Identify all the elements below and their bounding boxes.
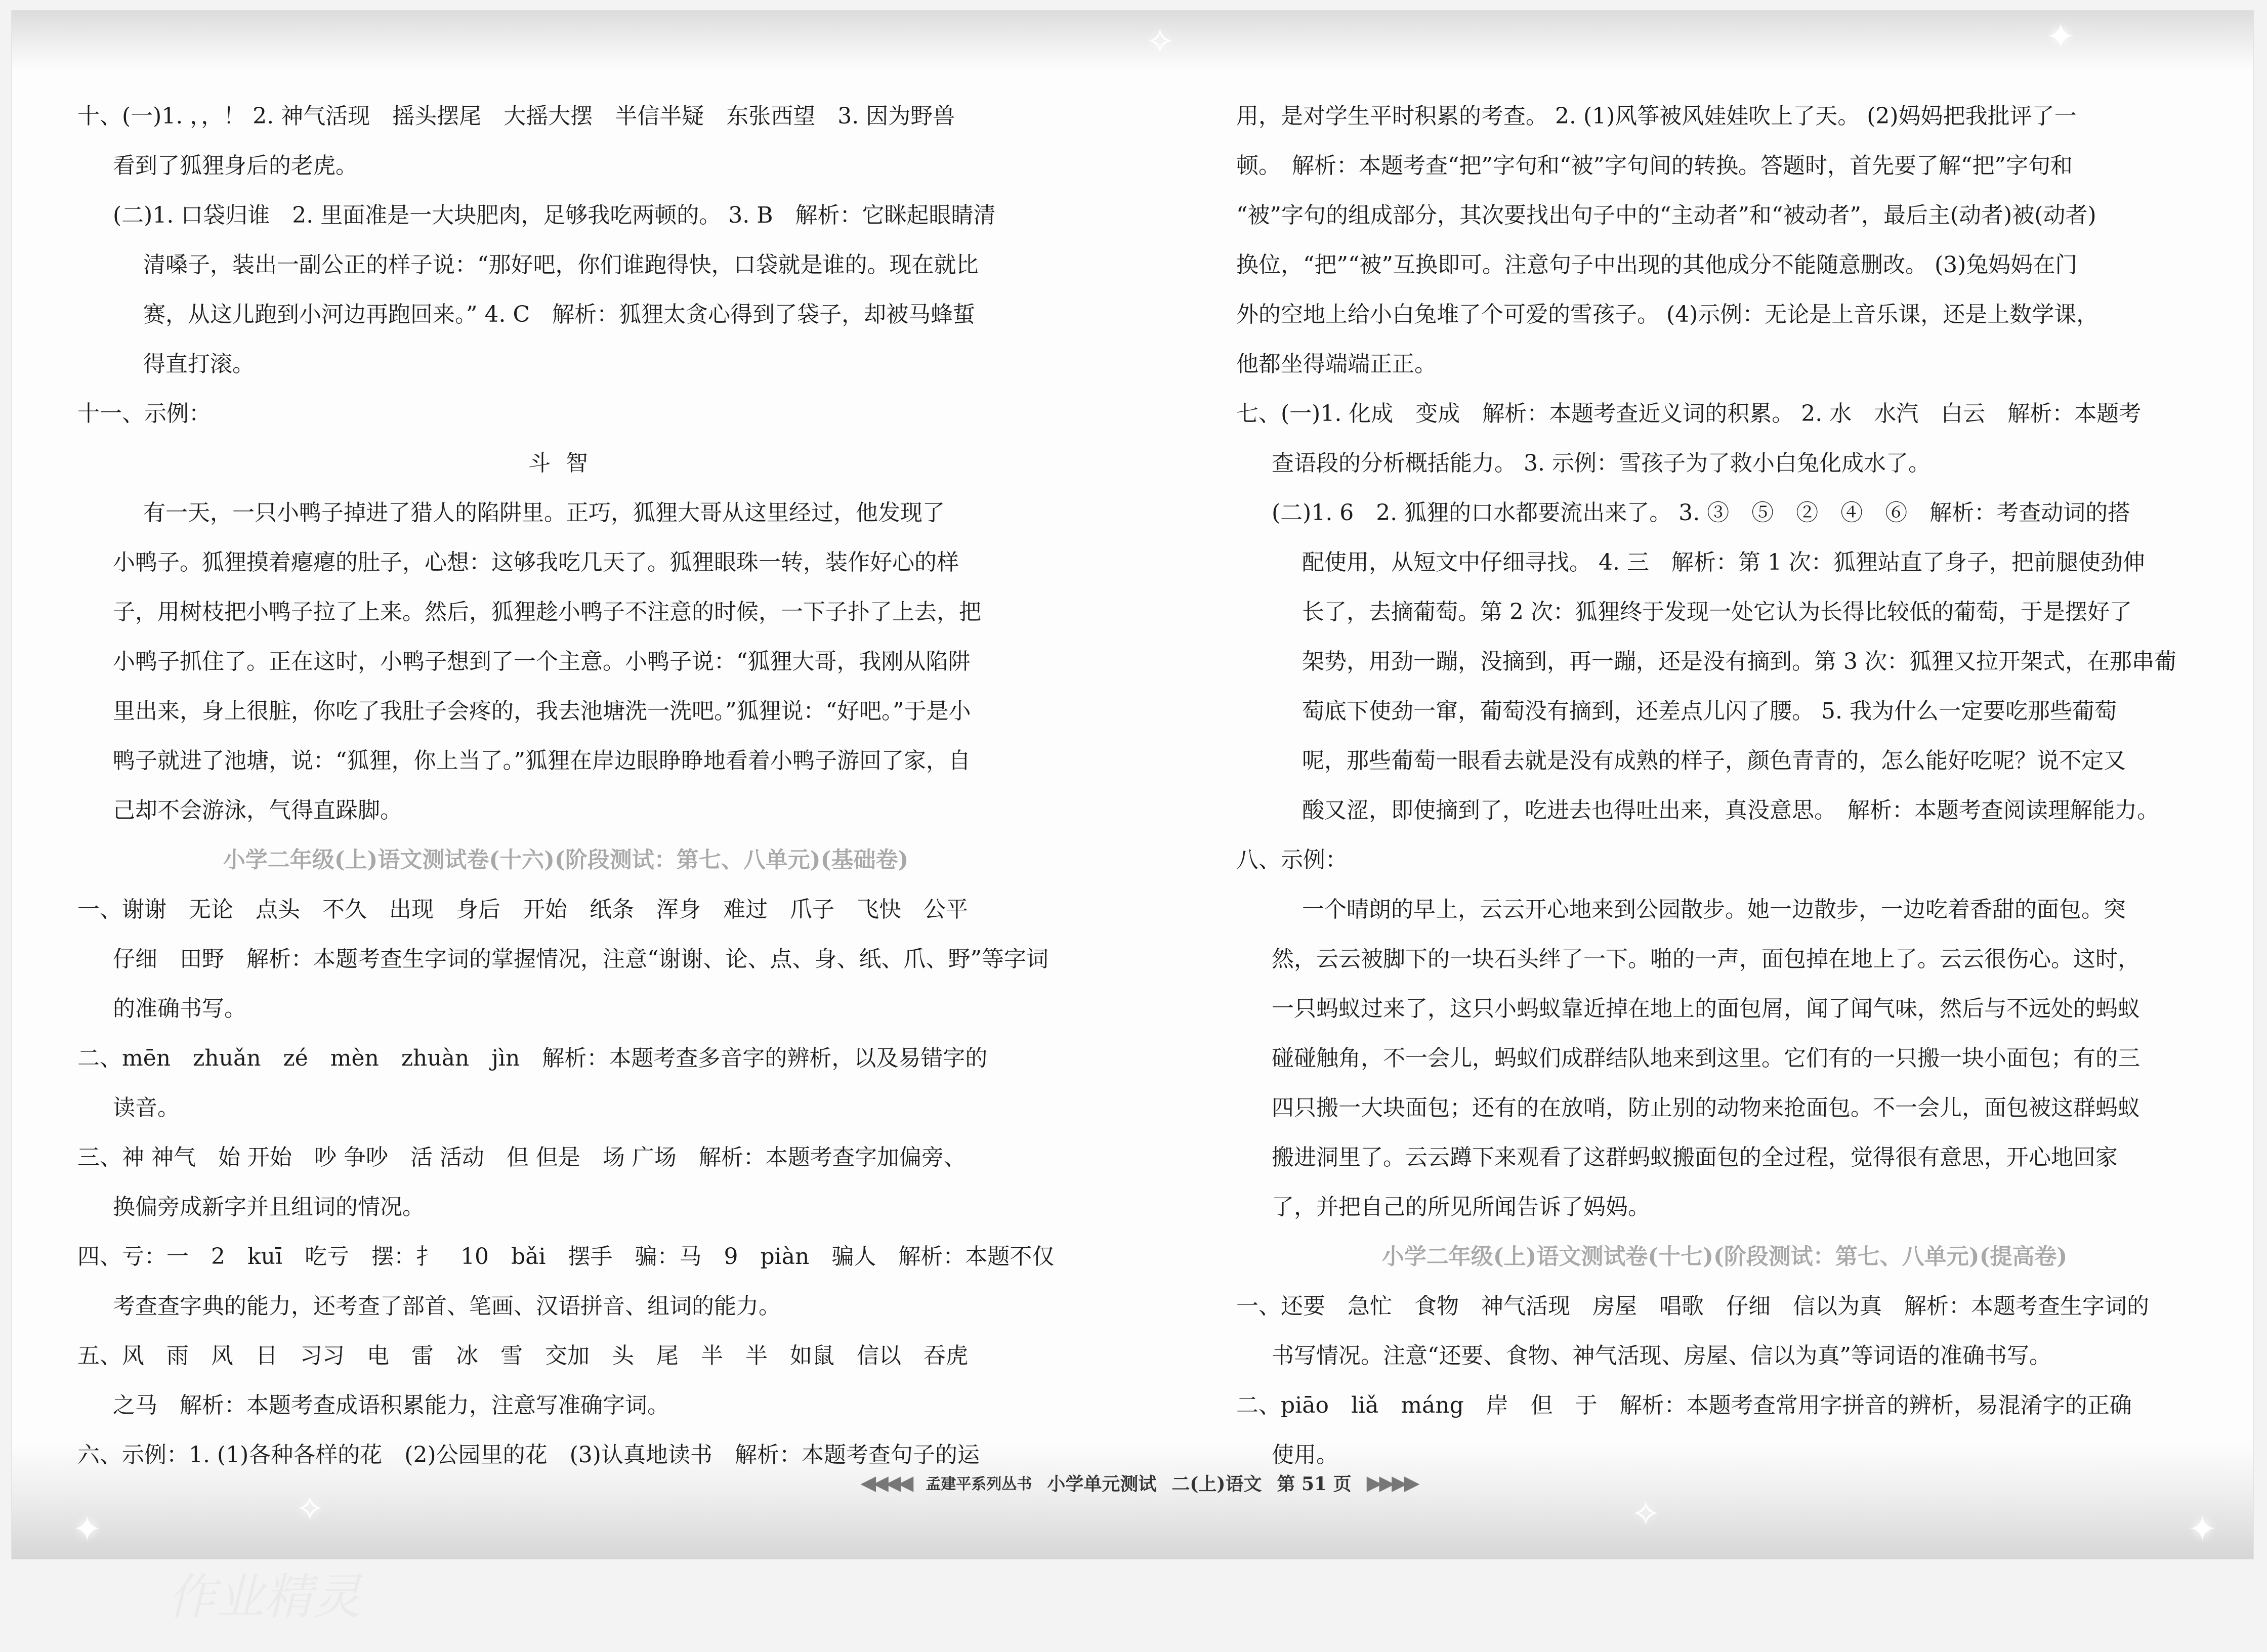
left-text-line: 里出来，身上很脏，你吃了我肚子会疼的，我去池塘洗一洗吧。”狐狸说：“好吧。”于是小 bbox=[113, 698, 971, 724]
right-text-line: 一只蚂蚁过来了，这只小蚂蚁靠近掉在地上的面包屑，闻了闻气味，然后与不远处的蚂蚁 bbox=[1272, 996, 2140, 1022]
right-text-line: 架势，用劲一蹦，没摘到，再一蹦，还是没有摘到。第 3 次：狐狸又拉开架式，在那串葡 bbox=[1302, 649, 2176, 674]
right-text-line: (二)1. 6 2. 狐狸的口水都要流出来了。 3. ③ ⑤ ② ④ ⑥ 解析：考查动词的搭 bbox=[1272, 500, 2130, 526]
left-text-line: 之马 解析：本题考查成语积累能力，注意写准确字词。 bbox=[113, 1392, 669, 1418]
left-text-line: 斗智 bbox=[528, 450, 603, 476]
left-text-line: 有一天，一只小鸭子掉进了猎人的陷阱里。正巧，狐狸大哥从这里经过，他发现了 bbox=[143, 500, 945, 526]
left-text-line: 二、mēn zhuǎn zé mèn zhuàn jìn 解析：本题考查多音字的辨析，以及易错字的 bbox=[77, 1045, 988, 1071]
top-decor-band bbox=[12, 11, 2253, 71]
footer-book: 小学单元测试 bbox=[1047, 1473, 1157, 1495]
section-title: 小学二年级(上)语文测试卷(十七)(阶段测试：第七、八单元)(提高卷) bbox=[1381, 1244, 2068, 1269]
left-text-line: 三、神 神气 始 开始 吵 争吵 活 活动 但 但是 场 广场 解析：本题考查字加偏旁、 bbox=[77, 1145, 966, 1170]
right-text-line: 查语段的分析概括能力。 3. 示例：雪孩子为了救小白兔化成水了。 bbox=[1272, 450, 1930, 476]
left-text-line: 换偏旁成新字并且组词的情况。 bbox=[113, 1194, 425, 1220]
right-text-line: 用，是对学生平时积累的考查。 2. (1)风筝被风娃娃吹上了天。 (2)妈妈把我批评了一 bbox=[1236, 103, 2077, 129]
left-arrow-decor-icon: ◀◀◀◀ bbox=[860, 1470, 911, 1495]
right-text-line: 碰碰触角，不一会儿，蚂蚁们成群结队地来到这里。它们有的一只搬一块小面包；有的三 bbox=[1272, 1045, 2140, 1071]
right-text-line: “被”字句的组成部分，其次要找出句子中的“主动者”和“被动者”，最后主(动者)被(动者) bbox=[1236, 202, 2096, 228]
left-column bbox=[77, 92, 1054, 1473]
right-text-line: 搬进洞里了。云云蹲下来观看了这群蚂蚁搬面包的全过程，觉得很有意思，开心地回家 bbox=[1272, 1145, 2118, 1170]
right-text-line: 外的空地上给小白兔堆了个可爱的雪孩子。 (4)示例：无论是上音乐课，还是上数学课， bbox=[1236, 302, 2099, 327]
right-text-line: 酸又涩，即使摘到了，吃进去也得吐出来，真没意思。 解析：本题考查阅读理解能力。 bbox=[1302, 797, 2159, 823]
left-text-line: 六、示例：1. (1)各种各样的花 (2)公园里的花 (3)认真地读书 解析：本题考查句子的运 bbox=[77, 1442, 980, 1468]
right-text-line: 一个晴朗的早上，云云开心地来到公园散步。她一边散步，一边吃着香甜的面包。突 bbox=[1302, 897, 2126, 922]
left-text-line: 子，用树枝把小鸭子拉了上来。然后，狐狸趁小鸭子不注意的时候，一下子扑了上去，把 bbox=[113, 599, 981, 625]
right-arrow-decor-icon: ▶▶▶▶ bbox=[1366, 1470, 1417, 1495]
right-text-line: 萄底下使劲一窜，葡萄没有摘到，还差点儿闪了腰。 5. 我为什么一定要吃那些葡萄 bbox=[1302, 698, 2117, 724]
left-text-line: 得直打滚。 bbox=[143, 351, 255, 377]
left-text-line: 五、风 雨 风 日 习习 电 雷 冰 雪 交加 头 尾 半 半 如鼠 信以 吞虎 bbox=[77, 1343, 968, 1369]
right-text-line: 一、还要 急忙 食物 神气活现 房屋 唱歌 仔细 信以为真 解析：本题考查生字词的 bbox=[1236, 1293, 2149, 1319]
left-text-line: 看到了狐狸身后的老虎。 bbox=[113, 153, 358, 179]
section-title: 小学二年级(上)语文测试卷(十六)(阶段测试：第七、八单元)(基础卷) bbox=[223, 847, 909, 873]
sparkle-icon: ✧ bbox=[1145, 21, 1175, 62]
right-text-line: 换位，“把”“被”互换即可。注意句子中出现的其他成分不能随意删改。 (3)兔妈妈在门 bbox=[1236, 252, 2078, 278]
left-text-line: 考查查字典的能力，还考查了部首、笔画、汉语拼音、组词的能力。 bbox=[113, 1293, 781, 1319]
left-text-line: 小鸭子抓住了。正在这时，小鸭子想到了一个主意。小鸭子说：“狐狸大哥，我刚从陷阱 bbox=[113, 649, 971, 674]
left-text-line: 十、(一)1. ，，！ 2. 神气活现 摇头摆尾 大摇大摆 半信半疑 东张西望 3. 因为野兽 bbox=[77, 103, 955, 129]
left-text-line: (二)1. 口袋归谁 2. 里面准是一大块肥肉，足够我吃两顿的。 3. B 解析：它眯起眼睛清 bbox=[113, 202, 996, 228]
right-text-line: 二、piāo liǎ máng 岸 但 于 解析：本题考查常用字拼音的辨析，易混淆字的正确 bbox=[1236, 1392, 2132, 1418]
left-text-line: 的准确书写。 bbox=[113, 996, 246, 1022]
right-column bbox=[1236, 92, 2213, 1473]
sparkle-icon: ✧ bbox=[1631, 1493, 1661, 1535]
right-text-line: 顿。 解析：本题考查“把”字句和“被”字句间的转换。答题时，首先要了解“把”字句和 bbox=[1236, 153, 2073, 179]
right-text-line: 他都坐得端端正正。 bbox=[1236, 351, 1437, 377]
right-text-line: 书写情况。注意“还要、食物、神气活现、房屋、信以为真”等词语的准确书写。 bbox=[1272, 1343, 2051, 1369]
left-text-line: 小鸭子。狐狸摸着瘪瘪的肚子，心想：这够我吃几天了。狐狸眼珠一转，装作好心的样 bbox=[113, 549, 959, 575]
left-text-line: 鸭子就进了池塘，说：“狐狸，你上当了。”狐狸在岸边眼睁睁地看着小鸭子游回了家，自 bbox=[113, 748, 971, 774]
right-text-line: 长了，去摘葡萄。第 2 次：狐狸终于发现一处它认为长得比较低的葡萄，于是摆好了 bbox=[1302, 599, 2132, 625]
right-text-line: 了，并把自己的所见所闻告诉了妈妈。 bbox=[1272, 1194, 1650, 1220]
right-text-line: 然，云云被脚下的一块石头绊了一下。啪的一声，面包掉在地上了。云云很伤心。这时， bbox=[1272, 946, 2140, 972]
left-text-line: 一、谢谢 无论 点头 不久 出现 身后 开始 纸条 浑身 难过 爪子 飞快 公平 bbox=[77, 897, 968, 922]
left-text-line: 读音。 bbox=[113, 1095, 180, 1121]
left-text-line: 十一、示例： bbox=[77, 401, 211, 427]
right-text-line: 八、示例： bbox=[1236, 847, 1348, 873]
right-text-line: 使用。 bbox=[1272, 1442, 1338, 1468]
left-text-line: 清嗓子，装出一副公正的样子说：“那好吧，你们谁跑得快，口袋就是谁的。现在就比 bbox=[143, 252, 979, 278]
footer-page-number: 第 51 页 bbox=[1277, 1473, 1352, 1495]
left-text-line: 仔细 田野 解析：本题考查生字词的掌握情况，注意“谢谢、论、点、身、纸、爪、野”等字词 bbox=[113, 946, 1048, 972]
watermark-logo: 作业精灵 bbox=[167, 1569, 361, 1625]
footer-grade: 二(上)语文 bbox=[1171, 1473, 1262, 1495]
right-text-line: 配使用，从短文中仔细寻找。 4. 三 解析：第 1 次：狐狸站直了身子，把前腿使劲伸 bbox=[1302, 549, 2145, 575]
footer-series: 孟建平系列丛书 bbox=[926, 1475, 1032, 1493]
left-text-line: 己却不会游泳，气得直跺脚。 bbox=[113, 797, 402, 823]
left-text-line: 赛，从这儿跑到小河边再跑回来。” 4. C 解析：狐狸太贪心得到了袋子，却被马蜂蜇 bbox=[143, 302, 976, 327]
sparkle-icon: ✦ bbox=[2188, 1508, 2217, 1550]
left-text-line: 四、亏：一 2 kuī 吃亏 摆：扌 10 bǎi 摆手 骗：马 9 piàn 骗人 解析：本题不仅 bbox=[77, 1244, 1054, 1269]
document-page bbox=[11, 10, 2254, 1559]
right-text-line: 四只搬一大块面包；还有的在放哨，防止别的动物来抢面包。不一会儿，面包被这群蚂蚁 bbox=[1272, 1095, 2140, 1121]
right-text-line: 七、(一)1. 化成 变成 解析：本题考查近义词的积累。 2. 水 水汽 白云 解析：本题考 bbox=[1236, 401, 2142, 427]
right-text-line: 呢，那些葡萄一眼看去就是没有成熟的样子，颜色青青的，怎么能好吃呢？说不定又 bbox=[1302, 748, 2126, 774]
page-footer bbox=[789, 1465, 1488, 1500]
sparkle-icon: ✧ bbox=[295, 1488, 325, 1530]
sparkle-icon: ✦ bbox=[2046, 16, 2076, 57]
sparkle-icon: ✦ bbox=[72, 1508, 102, 1550]
